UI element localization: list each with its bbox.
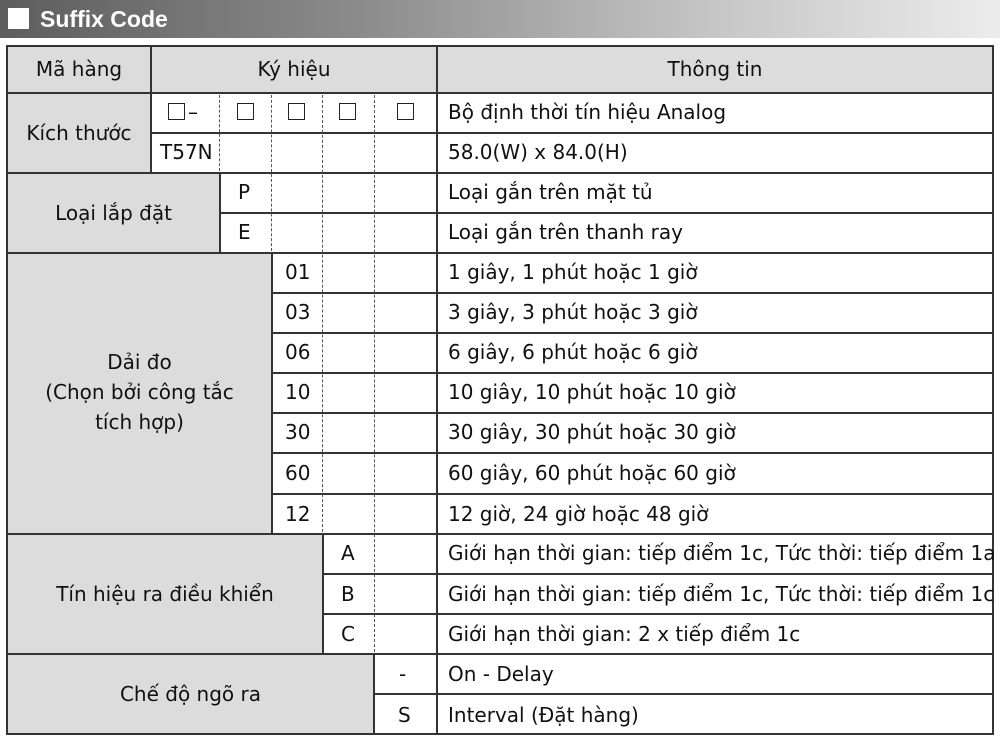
size-info-description: Bộ định thời tín hiệu Analog — [448, 100, 727, 124]
mode-code: - — [399, 662, 407, 686]
control-info: Giới hạn thời gian: tiếp điểm 1c, Tức thời: tiếp điểm 1c — [448, 582, 995, 606]
range-info: 1 giây, 1 phút hoặc 1 giờ — [448, 260, 698, 284]
code-box-icon — [397, 103, 414, 120]
size-label: Kích thước — [26, 121, 132, 145]
mount-info: Loại gắn trên mặt tủ — [448, 180, 653, 204]
control-label: Tín hiệu ra điều khiển — [56, 582, 274, 606]
range-code: 03 — [285, 300, 311, 324]
mount-code: E — [238, 220, 251, 244]
control-code: A — [341, 541, 355, 565]
code-dash: – — [188, 100, 198, 124]
header-info: Thông tin — [667, 57, 763, 81]
range-info: 12 giờ, 24 giờ hoặc 48 giờ — [448, 502, 709, 526]
title-square-icon — [8, 8, 29, 29]
range-code: 01 — [285, 260, 311, 284]
range-info: 60 giây, 60 phút hoặc 60 giờ — [448, 461, 736, 485]
section-title-bar — [0, 0, 1000, 38]
range-code: 06 — [285, 340, 311, 364]
range-code: 30 — [285, 420, 311, 444]
control-info: Giới hạn thời gian: 2 x tiếp điểm 1c — [448, 622, 801, 646]
section-title: Suffix Code — [40, 6, 168, 32]
range-code: 10 — [285, 380, 311, 404]
header-product-code: Mã hàng — [35, 57, 123, 81]
mount-info: Loại gắn trên thanh ray — [448, 220, 683, 244]
control-code: C — [341, 622, 355, 646]
control-info: Giới hạn thời gian: tiếp điểm 1c, Tức thời: tiếp điểm 1a — [448, 541, 996, 565]
code-box-icon — [237, 103, 254, 120]
range-info: 10 giây, 10 phút hoặc 10 giờ — [448, 380, 736, 404]
control-code: B — [341, 582, 355, 606]
range-code: 60 — [285, 461, 311, 485]
range-info: 6 giây, 6 phút hoặc 6 giờ — [448, 340, 698, 364]
mode-label: Chế độ ngõ ra — [119, 682, 262, 706]
mount-label: Loại lắp đặt — [55, 201, 172, 225]
range-label — [8, 347, 271, 437]
code-box-icon — [168, 103, 185, 120]
mode-info: On - Delay — [448, 662, 554, 686]
range-label-line: Dải đo — [107, 350, 172, 374]
size-code: T57N — [160, 140, 213, 164]
range-info: 3 giây, 3 phút hoặc 3 giờ — [448, 300, 698, 324]
mount-code: P — [238, 180, 251, 204]
mode-info: Interval (Đặt hàng) — [448, 703, 639, 727]
mode-code: S — [398, 703, 411, 727]
size-info-dimensions: 58.0(W) x 84.0(H) — [448, 140, 628, 164]
range-info: 30 giây, 30 phút hoặc 30 giờ — [448, 420, 736, 444]
range-code: 12 — [285, 502, 311, 526]
range-label-line: (Chọn bởi công tắc — [45, 380, 234, 404]
range-label-line: tích hợp) — [95, 410, 184, 434]
code-box-icon — [339, 103, 356, 120]
header-symbol: Ký hiệu — [257, 57, 331, 81]
code-box-icon — [288, 103, 305, 120]
